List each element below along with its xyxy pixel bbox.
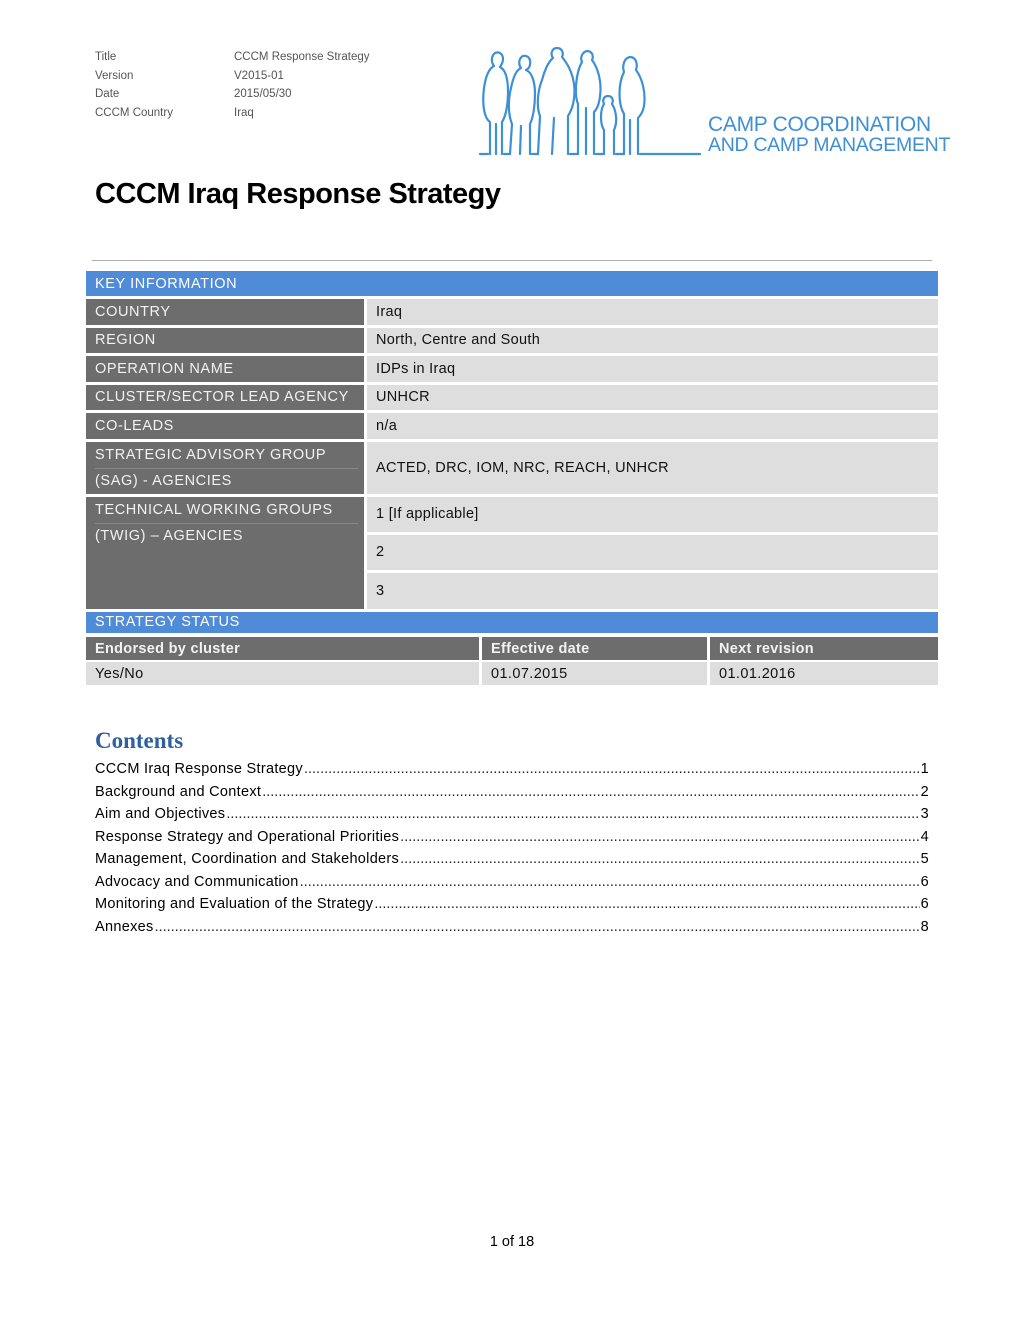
toc-leader bbox=[304, 761, 920, 777]
info-value: North, Centre and South bbox=[367, 328, 938, 357]
meta-value: 2015/05/30 bbox=[234, 88, 292, 101]
info-value: n/a bbox=[367, 413, 938, 442]
toc-entry-title[interactable]: Background and Context bbox=[95, 783, 262, 800]
meta-value: V2015-01 bbox=[234, 69, 284, 82]
meta-row-date bbox=[95, 85, 370, 104]
cccm-logo bbox=[478, 44, 951, 160]
toc-entry-page[interactable]: 1 bbox=[920, 761, 929, 777]
toc-entry-title[interactable]: Response Strategy and Operational Priorities bbox=[95, 828, 400, 845]
info-row-country bbox=[86, 299, 938, 328]
document-metadata bbox=[95, 48, 370, 122]
meta-row-version bbox=[95, 67, 370, 86]
sag-label-line2: (SAG) - AGENCIES bbox=[95, 472, 232, 489]
info-row-twig-1 bbox=[86, 497, 938, 535]
meta-label: Version bbox=[95, 69, 134, 82]
key-information-table bbox=[86, 271, 938, 636]
info-row-co-leads bbox=[86, 413, 938, 442]
info-row-lead-agency bbox=[86, 385, 938, 414]
page-number: 1 of 18 bbox=[489, 1234, 535, 1250]
info-label: CO-LEADS bbox=[86, 413, 367, 442]
toc-entry[interactable] bbox=[95, 874, 929, 897]
meta-row-title bbox=[95, 48, 370, 67]
toc-entry-page[interactable]: 8 bbox=[920, 918, 929, 935]
meta-row-country bbox=[95, 104, 370, 123]
toc-leader bbox=[300, 874, 920, 890]
toc-entry-title[interactable]: Annexes bbox=[95, 918, 154, 935]
meta-value: Iraq bbox=[234, 106, 254, 119]
section-header-row bbox=[86, 612, 938, 636]
toc-entry-page[interactable]: 2 bbox=[920, 783, 929, 800]
info-row-operation-name bbox=[86, 356, 938, 385]
toc-leader bbox=[400, 851, 920, 867]
toc-entry[interactable] bbox=[95, 896, 929, 919]
meta-label: Title bbox=[95, 51, 117, 64]
meta-label: CCCM Country bbox=[95, 106, 173, 119]
key-information-header: KEY INFORMATION bbox=[86, 271, 938, 299]
info-row-region bbox=[86, 328, 938, 357]
people-silhouettes-icon bbox=[478, 44, 708, 160]
status-value-effective-date: 01.07.2015 bbox=[482, 662, 710, 685]
section-header-row bbox=[86, 271, 938, 299]
toc-leader bbox=[155, 919, 920, 935]
toc-entry-page[interactable]: 3 bbox=[920, 806, 929, 822]
info-label: OPERATION NAME bbox=[86, 356, 367, 385]
meta-label: Date bbox=[95, 88, 120, 101]
status-value-next-revision: 01.01.2016 bbox=[710, 662, 938, 685]
toc-entry-page[interactable]: 6 bbox=[920, 896, 929, 912]
toc-leader bbox=[262, 784, 919, 800]
sag-label-line1: STRATEGIC ADVISORY GROUP bbox=[95, 442, 358, 469]
status-header-endorsed: Endorsed by cluster bbox=[86, 637, 482, 662]
sag-value: ACTED, DRC, IOM, NRC, REACH, UNHCR bbox=[367, 442, 938, 497]
info-label: COUNTRY bbox=[86, 299, 367, 328]
table-of-contents bbox=[95, 761, 929, 941]
meta-value: CCCM Response Strategy bbox=[234, 51, 370, 64]
info-label: REGION bbox=[86, 328, 367, 357]
contents-heading: Contents bbox=[95, 728, 184, 753]
toc-leader bbox=[374, 896, 919, 912]
twig-label bbox=[86, 497, 367, 612]
status-value-endorsed: Yes/No bbox=[86, 662, 482, 685]
toc-entry[interactable] bbox=[95, 761, 929, 784]
toc-leader bbox=[226, 806, 919, 822]
toc-entry-page[interactable]: 4 bbox=[920, 828, 929, 845]
info-label: CLUSTER/SECTOR LEAD AGENCY bbox=[86, 385, 367, 414]
info-value: Iraq bbox=[367, 299, 938, 328]
status-header-next-revision: Next revision bbox=[710, 637, 938, 662]
toc-leader bbox=[400, 829, 919, 845]
sag-label bbox=[86, 442, 367, 497]
logo-text-line2: AND CAMP MANAGEMENT bbox=[708, 134, 951, 156]
strategy-status-table bbox=[86, 637, 938, 685]
status-header-row bbox=[86, 637, 938, 662]
status-header-effective-date: Effective date bbox=[482, 637, 710, 662]
toc-entry[interactable] bbox=[95, 919, 929, 942]
document-title: CCCM Iraq Response Strategy bbox=[95, 178, 501, 210]
toc-entry-title[interactable]: Management, Coordination and Stakeholders bbox=[95, 851, 400, 867]
toc-entry[interactable] bbox=[95, 851, 929, 874]
twig-value: 3 bbox=[367, 573, 938, 611]
twig-label-line2: (TWIG) – AGENCIES bbox=[95, 527, 243, 544]
info-value: UNHCR bbox=[367, 385, 938, 414]
status-value-row bbox=[86, 662, 938, 685]
toc-entry[interactable] bbox=[95, 784, 929, 807]
toc-entry-title[interactable]: Aim and Objectives bbox=[95, 806, 226, 822]
info-value: IDPs in Iraq bbox=[367, 356, 938, 385]
title-divider bbox=[92, 260, 932, 261]
toc-entry-title[interactable]: Advocacy and Communication bbox=[95, 873, 299, 890]
twig-value: 2 bbox=[367, 535, 938, 573]
toc-entry-title[interactable]: Monitoring and Evaluation of the Strategy bbox=[95, 896, 374, 912]
toc-entry[interactable] bbox=[95, 829, 929, 852]
info-row-sag bbox=[86, 442, 938, 497]
strategy-status-header: STRATEGY STATUS bbox=[86, 612, 938, 636]
logo-text-line1: CAMP COORDINATION bbox=[708, 113, 931, 136]
twig-label-line1: TECHNICAL WORKING GROUPS bbox=[95, 497, 358, 524]
toc-entry-title[interactable]: CCCM Iraq Response Strategy bbox=[95, 761, 303, 777]
twig-value: 1 [If applicable] bbox=[367, 497, 938, 535]
toc-entry-page[interactable]: 5 bbox=[920, 851, 929, 867]
toc-entry[interactable] bbox=[95, 806, 929, 829]
toc-entry-page[interactable]: 6 bbox=[920, 873, 929, 890]
